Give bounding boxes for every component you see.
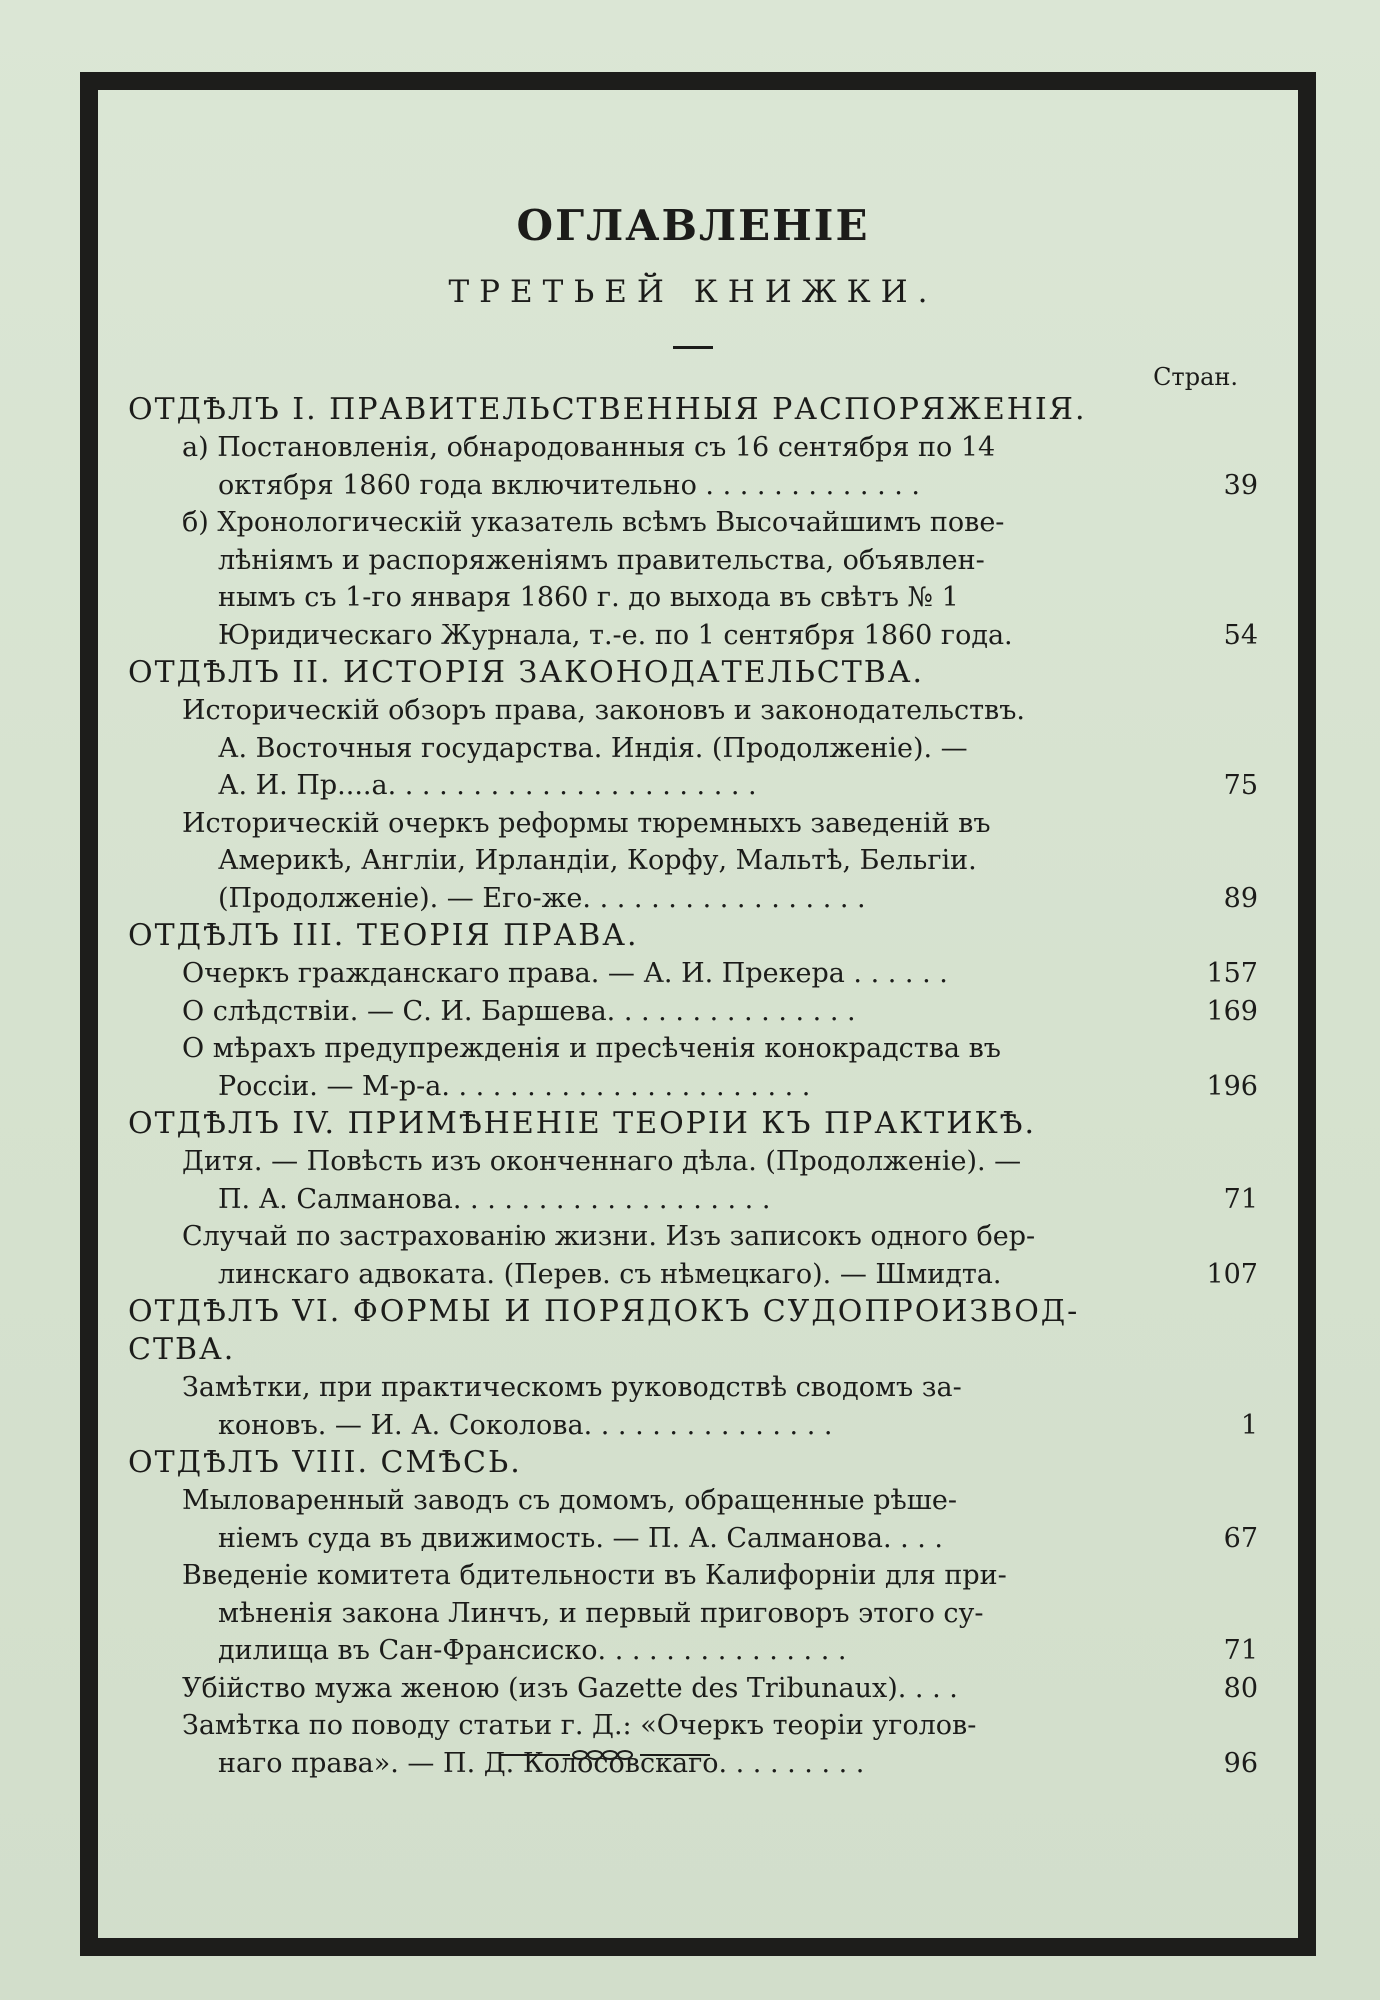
black-border-frame	[80, 72, 1316, 1956]
page-column-label: Стран.	[1153, 363, 1238, 391]
toc-entry	[182, 692, 1258, 805]
page-number: 71	[1223, 1183, 1258, 1215]
toc-entry	[182, 1030, 1258, 1105]
toc-entry-line: Историческій обзоръ права, законовъ и законодательствъ.	[182, 695, 1026, 726]
toc-entry	[182, 1670, 1258, 1708]
page-number: 107	[1206, 1258, 1258, 1290]
page-number: 169	[1206, 995, 1258, 1027]
toc-entry-line: дилища въ Сан-Франсиско. . . . . . . . . . . . . . . 71	[218, 1632, 1258, 1670]
toc-entry	[182, 504, 1258, 654]
toc-entry-line: Введеніе комитета бдительности въ Калифорніи для при-	[182, 1560, 1007, 1591]
toc-entry-line: О мѣрахъ предупрежденія и пресѣченія конокрадства въ	[182, 1033, 1001, 1064]
page-number: 75	[1223, 770, 1258, 801]
toc-entry-line: коновъ. — И. А. Соколова. . . . . . . . . . . . . . . 1	[218, 1407, 1258, 1445]
ornament-divider	[500, 1745, 710, 1765]
section-heading-continued: СТВА.	[128, 1332, 236, 1367]
toc-entry	[182, 1557, 1258, 1670]
toc-entry-line: Убійство мужа женою (изъ Gazette des Tribunaux). . . . 80	[182, 1670, 1258, 1708]
toc-entry-line: О слѣдствіи. — С. И. Баршева. . . . . . . . . . . . . . . 169	[182, 993, 1258, 1031]
toc-entry	[182, 1707, 1258, 1782]
toc-entry-line: Замѣтка по поводу статьи г. Д.: «Очеркъ теоріи уголов-	[182, 1710, 977, 1741]
title-dash-divider	[673, 346, 713, 349]
toc-entry-line: линскаго адвоката. (Перев. съ нѣмецкаго). — Шмидта. 107	[218, 1256, 1258, 1294]
toc-entry-line: Америкѣ, Англіи, Ирландіи, Корфу, Мальтѣ, Бельгіи.	[218, 845, 977, 876]
page-number: 196	[1206, 1070, 1258, 1102]
page-title: ОГЛАВЛЕНІЕ	[516, 201, 870, 250]
page-number: 96	[1223, 1747, 1258, 1779]
toc-entry	[182, 1143, 1258, 1218]
page-number: 89	[1223, 882, 1258, 914]
toc-entry-line: (Продолженіе). — Его-же. . . . . . . . . . . . . . . . . 89	[218, 880, 1258, 918]
toc-entry	[182, 993, 1258, 1031]
toc-entry-line: б) Хронологическій указатель всѣмъ Высочайшимъ пове-	[182, 507, 1005, 538]
section-heading: ОТДѢЛЪ I. ПРАВИТЕЛЬСТВЕННЫЯ РАСПОРЯЖЕНІЯ.	[128, 392, 1087, 427]
toc-content	[128, 198, 1258, 1782]
toc-entry-line: Случай по застрахованію жизни. Изъ записокъ одного бер-	[182, 1221, 1036, 1252]
toc-entry-line: Юридическаго Журнала, т.-е. по 1 сентября 1860 года. 54	[218, 617, 1258, 655]
toc-entry-line: Замѣтки, при практическомъ руководствѣ сводомъ за-	[182, 1372, 962, 1403]
section-heading: ОТДѢЛЪ VI. ФОРМЫ И ПОРЯДОКЪ СУДОПРОИЗВОД-	[128, 1294, 1080, 1329]
toc-entry	[182, 955, 1258, 993]
toc-entry-line: А. Восточныя государства. Индія. (Продолженіе). —	[218, 732, 968, 764]
toc-entry-line: П. А. Салманова. . . . . . . . . . . . . . . . . . . 71	[218, 1181, 1258, 1219]
page-subtitle: ТРЕТЬЕЙ КНИЖКИ.	[448, 274, 938, 310]
page-number: 157	[1206, 958, 1258, 989]
toc-entry-line: мѣненія закона Линчъ, и первый приговоръ этого су-	[218, 1597, 984, 1629]
toc-entry-line: Дитя. — Повѣсть изъ оконченнаго дѣла. (Продолженіе). —	[182, 1146, 1022, 1177]
toc-entry-line: нымъ съ 1-го января 1860 г. до выхода въ свѣтъ № 1	[218, 582, 959, 613]
toc-entry-line: Очеркъ гражданскаго права. — А. И. Прекера . . . . . . 157	[182, 955, 1258, 993]
page-number: 67	[1223, 1522, 1258, 1554]
toc-entry-line: Мыловаренный заводъ съ домомъ, обращенные рѣше-	[182, 1485, 957, 1516]
toc-entry-line: А. И. Пр....а. . . . . . . . . . . . . . . . . . . . . . 75	[218, 767, 1258, 805]
section-heading: ОТДѢЛЪ III. ТЕОРІЯ ПРАВА.	[128, 918, 639, 953]
toc-entry-line: а) Постановленія, обнародованныя съ 16 сентября по 14	[182, 432, 996, 463]
toc-entry	[182, 805, 1258, 918]
toc-entry	[182, 1369, 1258, 1444]
toc-entry	[182, 1482, 1258, 1557]
toc-entry-line: Россіи. — М-р-а. . . . . . . . . . . . . . . . . . . . . . 196	[218, 1068, 1258, 1106]
table-of-contents	[128, 391, 1258, 1782]
toc-entry-line: октября 1860 года включительно . . . . . . . . . . . . . 39	[218, 467, 1258, 505]
toc-entry-line: наго права». — П. Д. Колосовскаго. . . . . . . . . 96	[218, 1745, 1258, 1783]
toc-entry	[182, 429, 1258, 504]
section-heading: ОТДѢЛЪ II. ИСТОРІЯ ЗАКОНОДАТЕЛЬСТВА.	[128, 655, 925, 690]
page-number: 39	[1223, 469, 1258, 501]
page-number: 54	[1223, 619, 1258, 651]
page-number: 71	[1223, 1635, 1258, 1666]
toc-entry-line: ніемъ суда въ движимость. — П. А. Салманова. . . . 67	[218, 1520, 1258, 1558]
page-number: 80	[1223, 1672, 1258, 1704]
toc-entry	[182, 1218, 1258, 1293]
toc-entry-line: лѣніямъ и распоряженіямъ правительства, объявлен-	[218, 544, 985, 576]
section-heading: ОТДѢЛЪ VIII. СМѢСЬ.	[128, 1445, 522, 1480]
page-number: 1	[1240, 1409, 1258, 1441]
section-heading: ОТДѢЛЪ IV. ПРИМѢНЕНІЕ ТЕОРІИ КЪ ПРАКТИКѢ.	[128, 1106, 1037, 1141]
toc-entry-line: Историческій очеркъ реформы тюремныхъ заведеній въ	[182, 807, 991, 839]
